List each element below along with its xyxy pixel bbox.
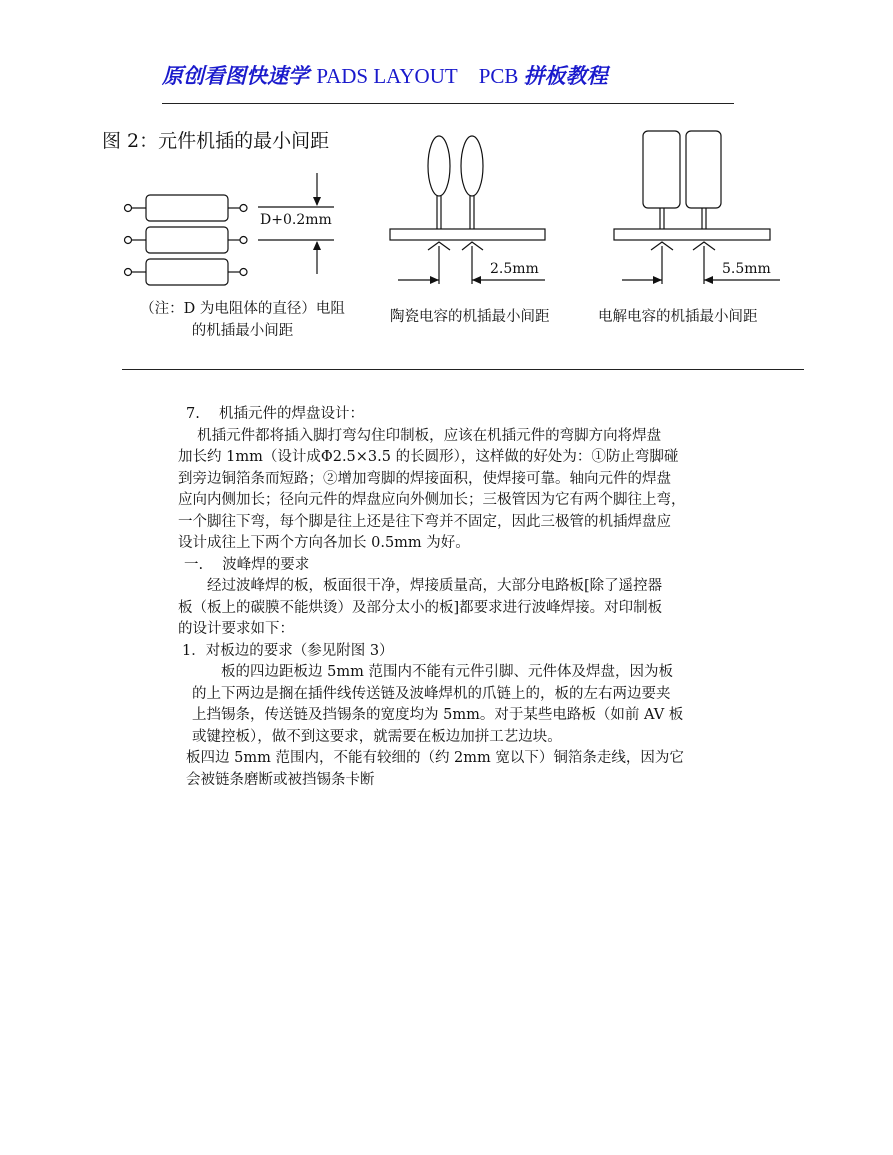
paragraph-line: 机插元件都将插入脚打弯勾住印制板，应该在机插元件的弯脚方向将焊盘	[178, 428, 662, 444]
paragraph-line: 经过波峰焊的板，板面很干净，焊接质量高，大部分电路板[除了遥控器	[178, 578, 663, 594]
resistor-2	[125, 227, 248, 253]
paragraph-line: 的设计要求如下：	[178, 621, 294, 637]
paragraph-line: 一个脚往下弯，每个脚是往上还是往下弯并不固定，因此三极管的机插焊盘应	[178, 514, 671, 530]
paragraph-line: 或键控板），做不到这要求，就需要在板边加拼工艺边块。	[192, 729, 562, 745]
paragraph-line: 板的四边距板边 5mm 范围内不能有元件引脚、元件体及焊盘，因为板	[192, 664, 673, 680]
header-title-cn-2: 拼板教程	[523, 63, 608, 88]
header-title-cn-1: 原创看图快速学	[162, 63, 317, 88]
section-heading-wave-soldering: 一. 波峰焊的要求	[184, 557, 310, 573]
paragraph-line: 加长约 1mm（设计成Φ2.5×3.5 的长圆形），这样做的好处为：①防止弯脚碰	[178, 449, 679, 465]
paragraph-line: 板四边 5mm 范围内，不能有较细的（约 2mm 宽以下）铜箔条走线，因为它	[186, 750, 684, 766]
resistor-dimension-label: D+0.2mm	[260, 212, 332, 228]
header-title-en-2: PCB	[478, 64, 524, 88]
header-title-en-1: PADS LAYOUT	[316, 64, 458, 88]
paragraph-line: 应向内侧加长；径向元件的焊盘应向外侧加长；三极管因为它有两个脚往上弯，	[178, 492, 686, 508]
paragraph-line: 板（板上的碳膜不能烘烫）及部分太小的板]都要求进行波峰焊接。对印制板	[178, 600, 663, 616]
ceramic-dimension-label: 2.5mm	[490, 261, 539, 277]
resistor-3	[125, 259, 248, 285]
resistor-note: （注：D 为电阻体的直径）电阻的机插最小间距	[140, 301, 345, 339]
paragraph-line: 上挡锡条，传送链及挡锡条的宽度均为 5mm。对于某些电路板（如前 AV 板	[192, 707, 684, 723]
paragraph-line: 的上下两边是搁在插件线传送链及波峰焊机的爪链上的，板的左右两边要夹	[192, 686, 671, 702]
resistor-1	[125, 195, 248, 221]
electrolytic-dimension-label: 5.5mm	[722, 261, 771, 277]
subsection-heading-board-edge: 1．对板边的要求（参见附图 3）	[182, 643, 394, 659]
paragraph-line: 设计成往上下两个方向各加长 0.5mm 为好。	[178, 535, 470, 551]
paragraph-line: 到旁边铜箔条而短路；②增加弯脚的焊接面积，使焊接可靠。轴向元件的焊盘	[178, 471, 671, 487]
electrolytic-caption: 电解电容的机插最小间距	[598, 309, 758, 325]
figure-rule	[122, 369, 804, 370]
ceramic-caption: 陶瓷电容的机插最小间距	[390, 309, 550, 325]
section-heading-7: 7. 机插元件的焊盘设计：	[186, 406, 364, 422]
figure-caption: 图 2：元件机插的最小间距	[102, 130, 330, 152]
paragraph-line: 会被链条磨断或被挡锡条卡断	[186, 772, 375, 788]
